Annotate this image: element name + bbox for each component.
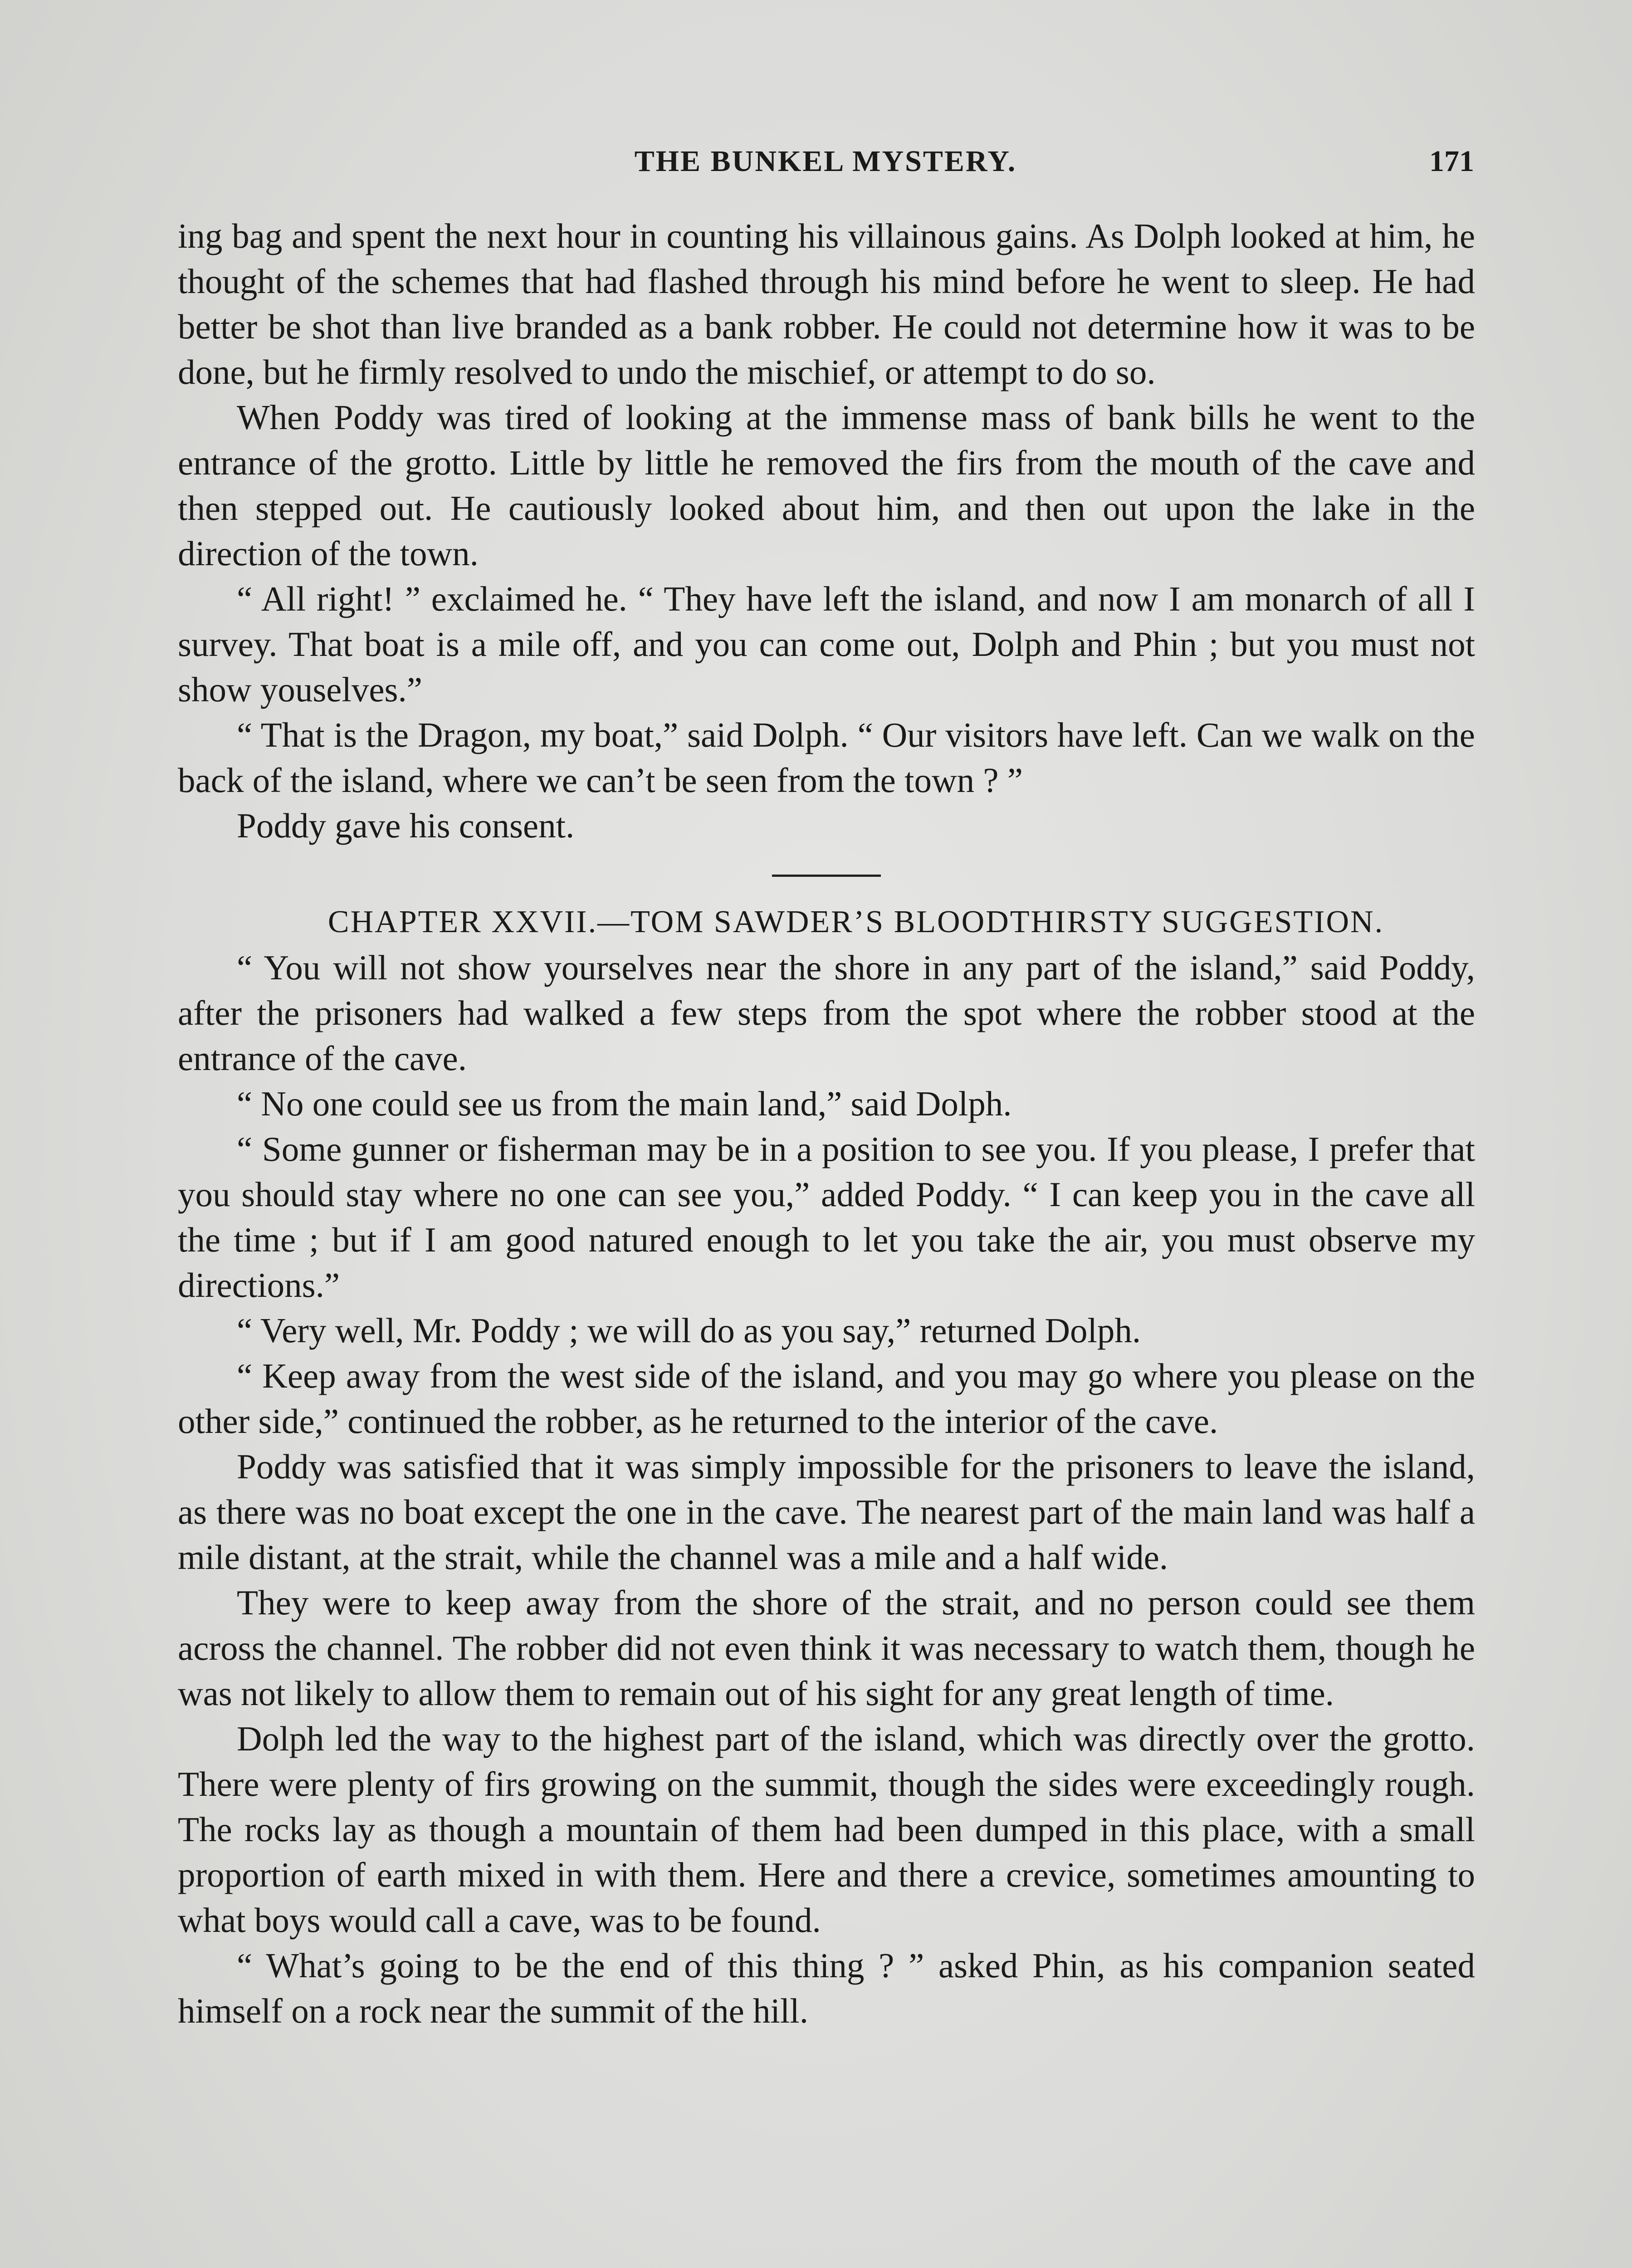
paragraph: “ That is the Dragon, my boat,” said Dolph. “ Our visitors have left. Can we walk on the back of the island, where we can’t be seen from the town ? ” (178, 715, 1475, 800)
paragraph: “ Keep away from the west side of the island, and you may go where you please on the other side,” continued the robber, as he returned to the interior of the cave. (178, 1356, 1475, 1441)
paragraph: “ Some gunner or fisherman may be in a position to see you. If you please, I prefer that you should stay where no one can see you,” added Poddy. “ I can keep you in the cave all the time ; but if I am good natured enough to let you take the air, you must observe my directions.” (178, 1129, 1475, 1305)
body-text (178, 213, 1475, 2033)
paragraph: “ Very well, Mr. Poddy ; we will do as you say,” returned Dolph. (237, 1311, 1141, 1350)
page-number: 171 (1429, 145, 1474, 178)
paragraph: Poddy was satisfied that it was simply impossible for the prisoners to leave the island, as there was no boat except the one in the cave. The nearest part of the main land was half a mile distant, at the strait, while the channel was a mile and a half wide. (178, 1447, 1475, 1577)
paragraph: “ You will not show yourselves near the shore in any part of the island,” said Poddy, after the prisoners had walked a few steps from the spot where the robber stood at the entrance of the cave. (178, 948, 1475, 1078)
section-divider (772, 875, 881, 877)
paragraph: Dolph led the way to the highest part of the island, which was directly over the grotto. There were plenty of firs growing on the summit, though the sides were exceedingly rough. The rocks lay as though a mountain of them had been dumped in this place, with a small proportion of earth mixed in with them. Here and there a crevice, sometimes amounting to what boys would call a cave, was to be found. (178, 1719, 1475, 1940)
chapter-heading: CHAPTER XXVII.—TOM SAWDER’S BLOODTHIRSTY SUGGESTION. (327, 904, 1384, 939)
paragraph: “ No one could see us from the main land,” said Dolph. (237, 1084, 1012, 1123)
paragraph: “ All right! ” exclaimed he. “ They have left the island, and now I am monarch of all I survey. That boat is a mile off, and you can come out, Dolph and Phin ; but you must not show youselves.” (178, 579, 1475, 709)
paragraph: Poddy gave his consent. (237, 806, 575, 845)
paragraph: “ What’s going to be the end of this thing ? ” asked Phin, as his companion seated himself on a rock near the summit of the hill. (178, 1946, 1475, 2030)
paragraph: ing bag and spent the next hour in counting his villainous gains. As Dolph looked at him, he thought of the schemes that had flashed through his mind before he went to sleep. He had better be shot than live branded as a bank robber. He could not determine how it was to be done, but he firmly resolved to undo the mischief, or attempt to do so. (178, 216, 1475, 391)
running-title: THE BUNKEL MYSTERY. (634, 145, 1017, 178)
paragraph: When Poddy was tired of looking at the immense mass of bank bills he went to the entrance of the grotto. Little by little he removed the firs from the mouth of the cave and then stepped out. He cautiously looked about him, and then out upon the lake in the direction of the town. (178, 398, 1475, 573)
paragraph: They were to keep away from the shore of the strait, and no person could see them across the channel. The robber did not even think it was necessary to watch them, though he was not likely to allow them to remain out of his sight for any great length of time. (178, 1583, 1475, 1713)
running-head (177, 144, 1474, 185)
